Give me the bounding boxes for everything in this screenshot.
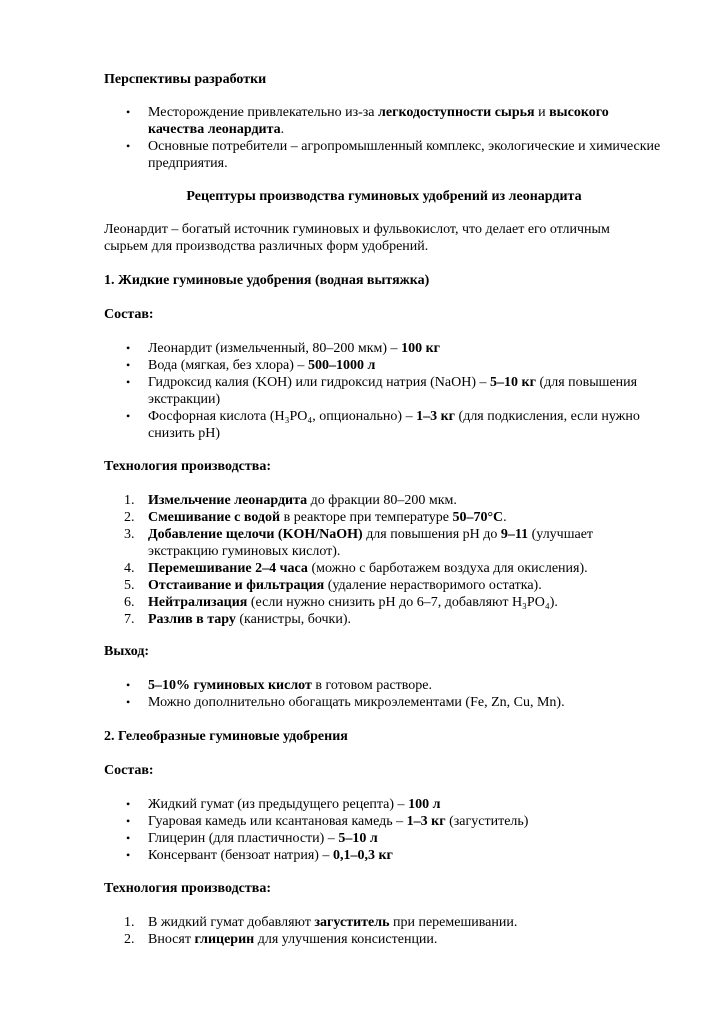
- section-heading-perspectives: Перспективы разработки: [104, 72, 267, 87]
- list-item: • Можно дополнительно обогащать микроэлементами (Fe, Zn, Cu, Mn).: [104, 694, 664, 711]
- intro-paragraph: Леонардит – богатый источник гуминовых и фульвокислот, что делает его отличным сырьем для производства различных форм удобрений.: [104, 222, 610, 254]
- list-item: 1. Измельчение леонардита до фракции 80–200 мкм.: [124, 493, 457, 508]
- list-item: • Вода (мягкая, без хлора) – 500–1000 л: [104, 357, 664, 374]
- list-item: 7. Разлив в тару (канистры, бочки).: [124, 612, 351, 627]
- list-item: • Фосфорная кислота (H₃PO₄, опционально) – 1–3 кг (для подкисления, если нужно снизить pH): [104, 408, 664, 442]
- section-heading-liquid: 1. Жидкие гуминовые удобрения (водная вытяжка): [104, 273, 430, 288]
- list-item: • Основные потребители – агропромышленный комплекс, экологические и химические предприятия.: [104, 138, 664, 172]
- liquid-output-list: [104, 677, 664, 711]
- page-title: Рецептуры производства гуминовых удобрений из леонардита: [186, 189, 582, 204]
- perspectives-list: [104, 104, 664, 172]
- technology-label: Технология производства:: [104, 881, 271, 896]
- technology-label: Технология производства:: [104, 459, 271, 474]
- list-item: 3. Добавление щелочи (KOH/NaOH) для повышения pH до 9–11 (улучшает экстракцию гуминовых кислот).: [124, 527, 594, 559]
- composition-label: Состав:: [104, 763, 154, 778]
- list-item: 6. Нейтрализация (если нужно снизить pH до 6–7, добавляют H₃PO₄).: [124, 595, 558, 610]
- composition-label: Состав:: [104, 307, 154, 322]
- gel-technology-steps: [104, 914, 664, 948]
- list-item: 5. Отстаивание и фильтрация (удаление нерастворимого остатка).: [124, 578, 542, 593]
- section-heading-gel: 2. Гелеобразные гуминовые удобрения: [104, 729, 348, 744]
- liquid-technology-steps: [104, 492, 664, 628]
- list-item: • Месторождение привлекательно из-за легкодоступности сырья и высокого качества леонардита.: [104, 104, 664, 138]
- output-label: Выход:: [104, 644, 150, 659]
- list-item: 4. Перемешивание 2–4 часа (можно с барботажем воздуха для окисления).: [124, 561, 588, 576]
- list-item: • 5–10% гуминовых кислот в готовом растворе.: [104, 677, 664, 694]
- gel-composition-list: [104, 796, 664, 864]
- list-item: 2. Смешивание с водой в реакторе при температуре 50–70°C.: [124, 510, 507, 525]
- liquid-composition-list: [104, 340, 664, 442]
- list-item: 2. Вносят глицерин для улучшения консистенции.: [124, 932, 438, 947]
- list-item: • Гидроксид калия (KOH) или гидроксид натрия (NaOH) – 5–10 кг (для повышения экстракции): [104, 374, 664, 408]
- list-item: • Жидкий гумат (из предыдущего рецепта) – 100 л: [104, 796, 664, 813]
- list-item: • Леонардит (измельченный, 80–200 мкм) – 100 кг: [104, 340, 664, 357]
- list-item: • Гуаровая камедь или ксантановая камедь – 1–3 кг (загуститель): [104, 813, 664, 830]
- list-item: 1. В жидкий гумат добавляют загуститель при перемешивании.: [124, 915, 518, 930]
- list-item: • Консервант (бензоат натрия) – 0,1–0,3 кг: [104, 847, 664, 864]
- list-item: • Глицерин (для пластичности) – 5–10 л: [104, 830, 664, 847]
